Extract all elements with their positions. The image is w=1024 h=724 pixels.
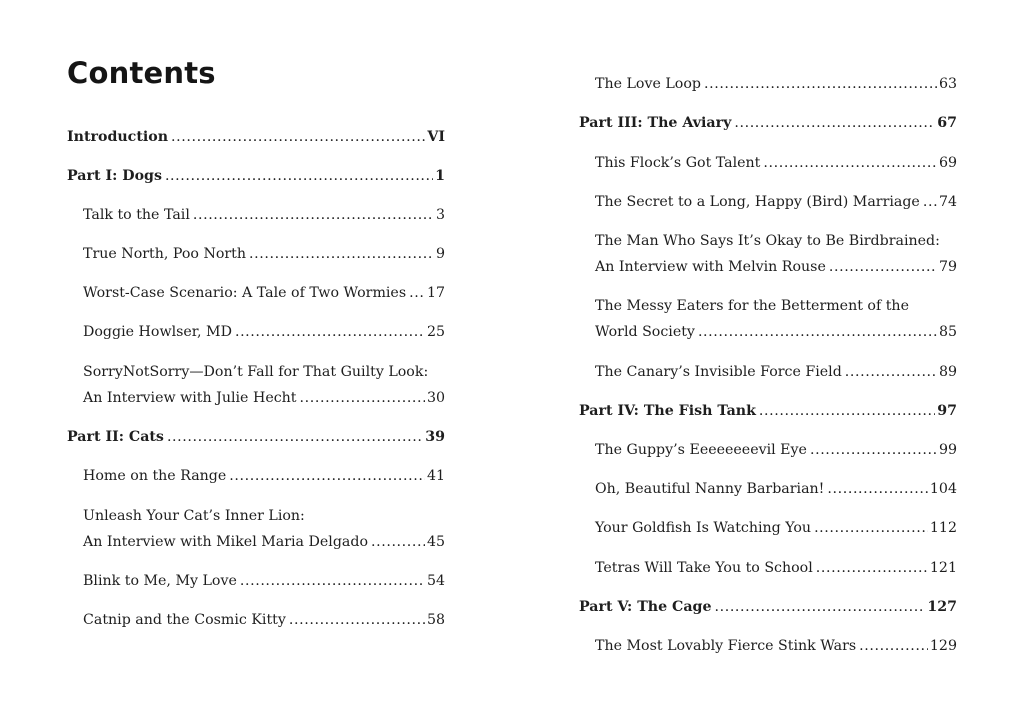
- entry-title: Your Goldfish Is Watching You: [595, 520, 812, 536]
- toc-entry-true-north[interactable]: [83, 241, 445, 267]
- leader-dots: [734, 110, 935, 136]
- page-number: 58: [426, 612, 445, 628]
- page-number: 63: [938, 76, 957, 92]
- entry-title: The Guppy’s Eeeeeeeevil Eye: [595, 442, 807, 458]
- toc-entry-messy-eaters[interactable]: [595, 293, 957, 345]
- toc-entry-introduction[interactable]: [67, 124, 445, 150]
- toc-entry-love-loop[interactable]: [595, 71, 957, 97]
- page-number: 79: [938, 259, 957, 275]
- leader-dots: [759, 398, 935, 424]
- page-number: 39: [425, 429, 445, 445]
- entry-title-line2: World Society: [595, 324, 695, 340]
- leader-dots: [371, 529, 425, 555]
- toc-entry-canary[interactable]: [595, 359, 957, 385]
- toc-entry-guppy[interactable]: [595, 437, 957, 463]
- leader-dots: [167, 424, 423, 450]
- entry-title: The Canary’s Invisible Force Field: [595, 364, 842, 380]
- entry-title: Introduction: [67, 129, 169, 145]
- toc-part-cats[interactable]: [67, 424, 445, 450]
- leader-dots: [845, 359, 937, 385]
- page-title: Contents: [67, 56, 216, 90]
- toc-entry-birdbrained[interactable]: [595, 228, 957, 280]
- page-number: 45: [426, 534, 445, 550]
- leader-dots: [193, 202, 434, 228]
- toc-entry-unleash-inner-lion[interactable]: [83, 503, 445, 555]
- entry-title: Blink to Me, My Love: [83, 573, 237, 589]
- leader-dots: [171, 124, 425, 150]
- page-number: 85: [938, 324, 957, 340]
- toc-part-cage[interactable]: [579, 594, 957, 620]
- entry-title-line2: An Interview with Mikel Maria Delgado: [83, 534, 368, 550]
- page-number: 1: [435, 168, 445, 184]
- leader-dots: [229, 463, 425, 489]
- entry-title-line2: An Interview with Julie Hecht: [83, 390, 297, 406]
- entry-title: Part III: The Aviary: [579, 115, 732, 131]
- leader-dots: [814, 515, 928, 541]
- toc-entry-tetras[interactable]: [595, 555, 957, 581]
- toc-entry-goldfish[interactable]: [595, 515, 957, 541]
- page-number: 67: [937, 115, 957, 131]
- entry-title: Part II: Cats: [67, 429, 164, 445]
- entry-title-line1: The Man Who Says It’s Okay to Be Birdbrained:: [595, 233, 940, 249]
- toc-entry-catnip[interactable]: [83, 607, 445, 633]
- entry-title: The Secret to a Long, Happy (Bird) Marriage: [595, 194, 920, 210]
- leader-dots: [810, 437, 937, 463]
- entry-title: Worst-Case Scenario: A Tale of Two Wormies: [83, 285, 407, 301]
- page-number: 54: [426, 573, 445, 589]
- leader-dots: [827, 476, 928, 502]
- leader-dots: [698, 319, 937, 345]
- page-number: 74: [938, 194, 957, 210]
- entry-title: Catnip and the Cosmic Kitty: [83, 612, 286, 628]
- toc-entry-stink-wars[interactable]: [595, 633, 957, 659]
- toc-part-dogs[interactable]: [67, 163, 445, 189]
- page-number: 97: [937, 403, 957, 419]
- toc-entry-talk-to-the-tail[interactable]: [83, 202, 445, 228]
- leader-dots: [714, 594, 925, 620]
- toc-entry-nanny-barbarian[interactable]: [595, 476, 957, 502]
- leader-dots: [816, 555, 928, 581]
- entry-title-line2: An Interview with Melvin Rouse: [595, 259, 826, 275]
- entry-title: True North, Poo North: [83, 246, 247, 262]
- entry-title: Doggie Howlser, MD: [83, 324, 232, 340]
- toc-part-fish-tank[interactable]: [579, 398, 957, 424]
- entry-title-line1: Unleash Your Cat’s Inner Lion:: [83, 508, 305, 524]
- toc-entry-blink-to-me[interactable]: [83, 568, 445, 594]
- toc-part-aviary[interactable]: [579, 110, 957, 136]
- leader-dots: [165, 163, 433, 189]
- entry-title: Tetras Will Take You to School: [595, 560, 813, 576]
- page-number: 99: [938, 442, 957, 458]
- leader-dots: [704, 71, 937, 97]
- entry-title: The Most Lovably Fierce Stink Wars: [595, 638, 857, 654]
- entry-title: Home on the Range: [83, 468, 227, 484]
- entry-title: Talk to the Tail: [83, 207, 190, 223]
- entry-title-line1: SorryNotSorry—Don’t Fall for That Guilty Look:: [83, 364, 429, 380]
- leader-dots: [249, 241, 434, 267]
- page-number: 121: [929, 560, 957, 576]
- entry-title: Oh, Beautiful Nanny Barbarian!: [595, 481, 825, 497]
- toc-entry-doggie-howlser[interactable]: [83, 319, 445, 345]
- leader-dots: [240, 568, 425, 594]
- entry-title: This Flock’s Got Talent: [595, 155, 761, 171]
- leader-dots: [409, 280, 425, 306]
- entry-title: Part IV: The Fish Tank: [579, 403, 756, 419]
- page-number: 30: [426, 390, 445, 406]
- page-number: 112: [929, 520, 957, 536]
- entry-title: Part I: Dogs: [67, 168, 162, 184]
- page-number: 104: [929, 481, 957, 497]
- leader-dots: [923, 189, 937, 215]
- page-number: 129: [929, 638, 957, 654]
- leader-dots: [289, 607, 425, 633]
- toc-entry-secret-marriage[interactable]: [595, 189, 957, 215]
- page-number: VI: [427, 129, 445, 145]
- entry-title: The Love Loop: [595, 76, 701, 92]
- toc-entry-home-on-the-range[interactable]: [83, 463, 445, 489]
- leader-dots: [829, 254, 937, 280]
- leader-dots: [763, 150, 937, 176]
- toc-entry-sorry-not-sorry[interactable]: [83, 359, 445, 411]
- leader-dots: [235, 319, 425, 345]
- page-number: 69: [938, 155, 957, 171]
- entry-title-line1: The Messy Eaters for the Betterment of the: [595, 298, 909, 314]
- leader-dots: [300, 385, 425, 411]
- page-number: 3: [435, 207, 445, 223]
- page-number: 127: [927, 599, 957, 615]
- page-number: 89: [938, 364, 957, 380]
- page-number: 9: [435, 246, 445, 262]
- page-number: 41: [426, 468, 445, 484]
- entry-title: Part V: The Cage: [579, 599, 712, 615]
- toc-entry-flock-talent[interactable]: [595, 150, 957, 176]
- toc-entry-worst-case[interactable]: [83, 280, 445, 306]
- leader-dots: [859, 633, 928, 659]
- page-number: 17: [426, 285, 445, 301]
- page-number: 25: [426, 324, 445, 340]
